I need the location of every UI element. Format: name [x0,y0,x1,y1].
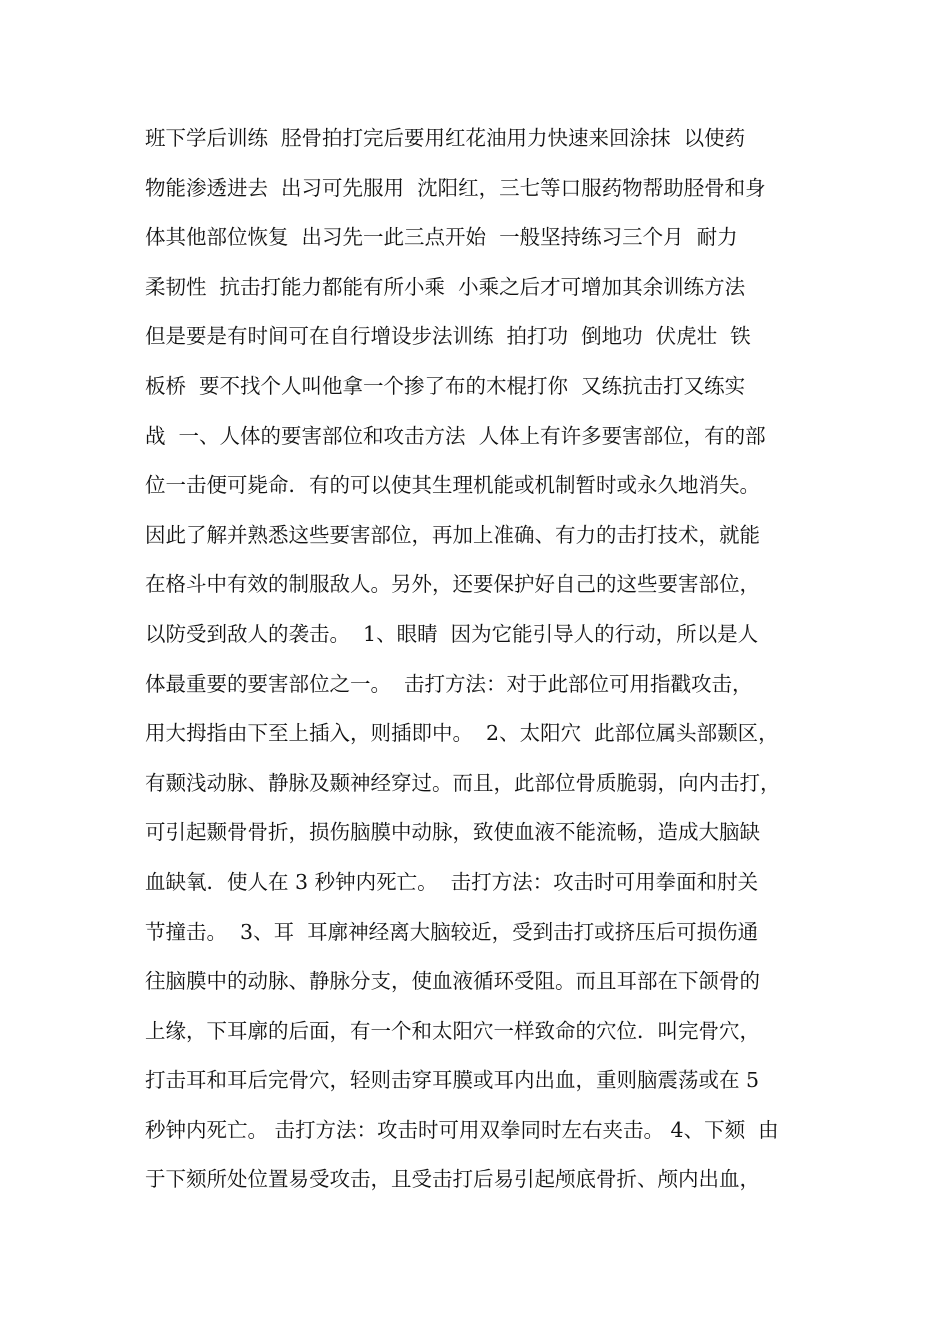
text-line: 打击耳和耳后完骨穴，轻则击穿耳膜或耳内出血，重则脑震荡或在 5 [145,1068,760,1093]
text-line: 以防受到敌人的袭击。 1、眼睛 因为它能引导人的行动，所以是人 [145,621,759,646]
text-line: 秒钟内死亡。 击打方法：攻击时可用双拳同时左右夹击。 4、下颏 由 [145,1117,779,1142]
text-line: 体其他部位恢复 出习先一此三点开始 一般坚持练习三个月 耐力 [145,225,738,250]
text-line: 物能渗透进去 出习可先服用 沈阳红，三七等口服药物帮助胫骨和身 [145,175,766,200]
text-line: 板桥 要不找个人叫他拿一个掺了布的木棍打你 又练抗击打又练实 [145,373,746,398]
text-line: 节撞击。 3、耳 耳廓神经离大脑较近，受到击打或挤压后可损伤通 [145,919,759,944]
text-line: 上缘，下耳廓的后面，有一个和太阳穴一样致命的穴位．叫完骨穴， [145,1018,760,1043]
text-line: 于下颏所处位置易受攻击，且受击打后易引起颅底骨折、颅内出血， [145,1167,760,1192]
text-line: 因此了解并熟悉这些要害部位，再加上准确、有力的击打技术，就能 [145,522,760,547]
text-line: 在格斗中有效的制服敌人。另外，还要保护好自己的这些要害部位， [145,572,760,597]
text-line: 可引起颞骨骨折，损伤脑膜中动脉，致使血液不能流畅，造成大脑缺 [145,820,760,845]
text-line: 班下学后训练 胫骨拍打完后要用红花油用力快速来回涂抹 以使药 [145,126,746,150]
text-line: 战 一、人体的要害部位和攻击方法 人体上有许多要害部位，有的部 [145,423,766,448]
text-line: 有颞浅动脉、静脉及颞神经穿过。而且，此部位骨质脆弱，向内击打， [145,770,781,795]
body-text [145,118,815,1209]
text-line: 血缺氧．使人在 3 秒钟内死亡。 击打方法：攻击时可用拳面和肘关 [145,869,759,894]
text-line: 体最重要的要害部位之一。 击打方法：对于此部位可用指戳攻击， [145,671,753,696]
text-line: 柔韧性 抗击打能力都能有所小乘 小乘之后才可增加其余训练方法 [145,274,746,299]
text-line: 用大拇指由下至上插入，则插即中。 2、太阳穴 此部位属头部颞区， [145,721,779,746]
text-line: 位一击便可毙命．有的可以使其生理机能或机制暂时或永久地消失。 [145,473,760,498]
text-line: 往脑膜中的动脉、静脉分支，使血液循环受阻。而且耳部在下颌骨的 [145,969,760,994]
text-line: 但是要是有时间可在自行增设步法训练 拍打功 倒地功 伏虎壮 铁 [145,324,751,349]
